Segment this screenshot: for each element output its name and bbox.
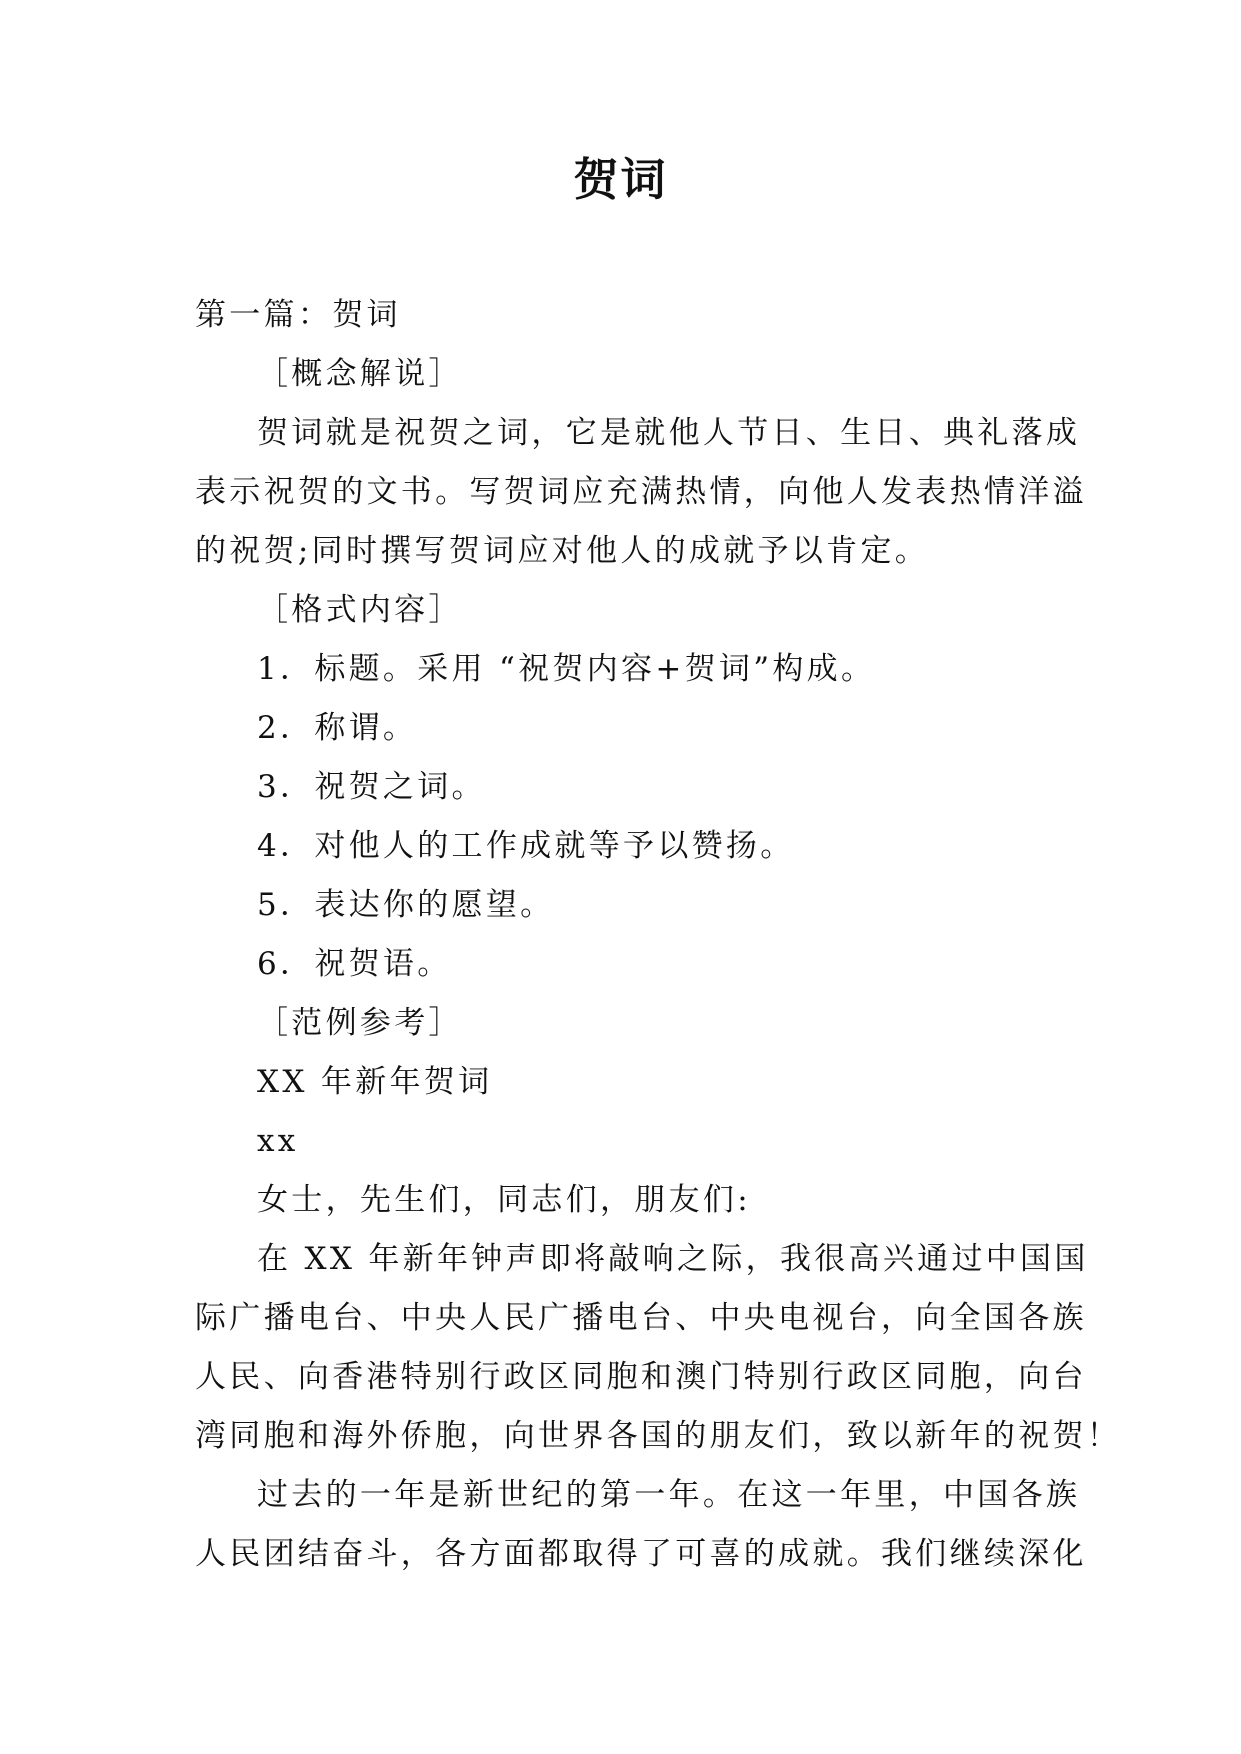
paragraph-line: 5．表达你的愿望。 (257, 887, 555, 923)
paragraph-line: 4．对他人的工作成就等予以赞扬。 (257, 828, 795, 864)
paragraph-line: 1．标题。采用 “祝贺内容+贺词”构成。 (257, 651, 876, 687)
document-title: 贺词 (573, 153, 668, 206)
document-body (195, 286, 1122, 1584)
paragraph-line: ［概念解说］ (257, 356, 463, 392)
paragraph-line: 湾同胞和海外侨胞，向世界各国的朋友们，致以新年的祝贺！ (195, 1418, 1122, 1454)
paragraph-line: 人民、向香港特别行政区同胞和澳门特别行政区同胞，向台 (195, 1359, 1087, 1395)
paragraph-line: 人民团结奋斗，各方面都取得了可喜的成就。我们继续深化 (195, 1536, 1087, 1572)
paragraph-line: 第一篇：贺词 (195, 297, 401, 333)
paragraph-line: ［范例参考］ (257, 1005, 463, 1041)
paragraph-line: 际广播电台、中央人民广播电台、中央电视台，向全国各族 (195, 1300, 1087, 1336)
paragraph-line: 6．祝贺语。 (257, 946, 452, 982)
paragraph-line: 3．祝贺之词。 (257, 769, 486, 805)
paragraph-line: 表示祝贺的文书。写贺词应充满热情，向他人发表热情洋溢 (195, 474, 1087, 510)
paragraph-line: 过去的一年是新世纪的第一年。在这一年里，中国各族 (257, 1477, 1081, 1513)
paragraph-line: 贺词就是祝贺之词，它是就他人节日、生日、典礼落成 (257, 415, 1081, 451)
paragraph-line: 女士，先生们，同志们，朋友们: (257, 1182, 751, 1218)
paragraph-line: 的祝贺;同时撰写贺词应对他人的成就予以肯定。 (195, 533, 930, 569)
paragraph-line: XX 年新年贺词 (257, 1064, 493, 1100)
paragraph-line: 2．称谓。 (257, 710, 418, 746)
paragraph-line: ［格式内容］ (257, 592, 463, 628)
paragraph-line: 在 XX 年新年钟声即将敲响之际，我很高兴通过中国国 (257, 1241, 1089, 1277)
paragraph-line: xx (257, 1123, 299, 1159)
